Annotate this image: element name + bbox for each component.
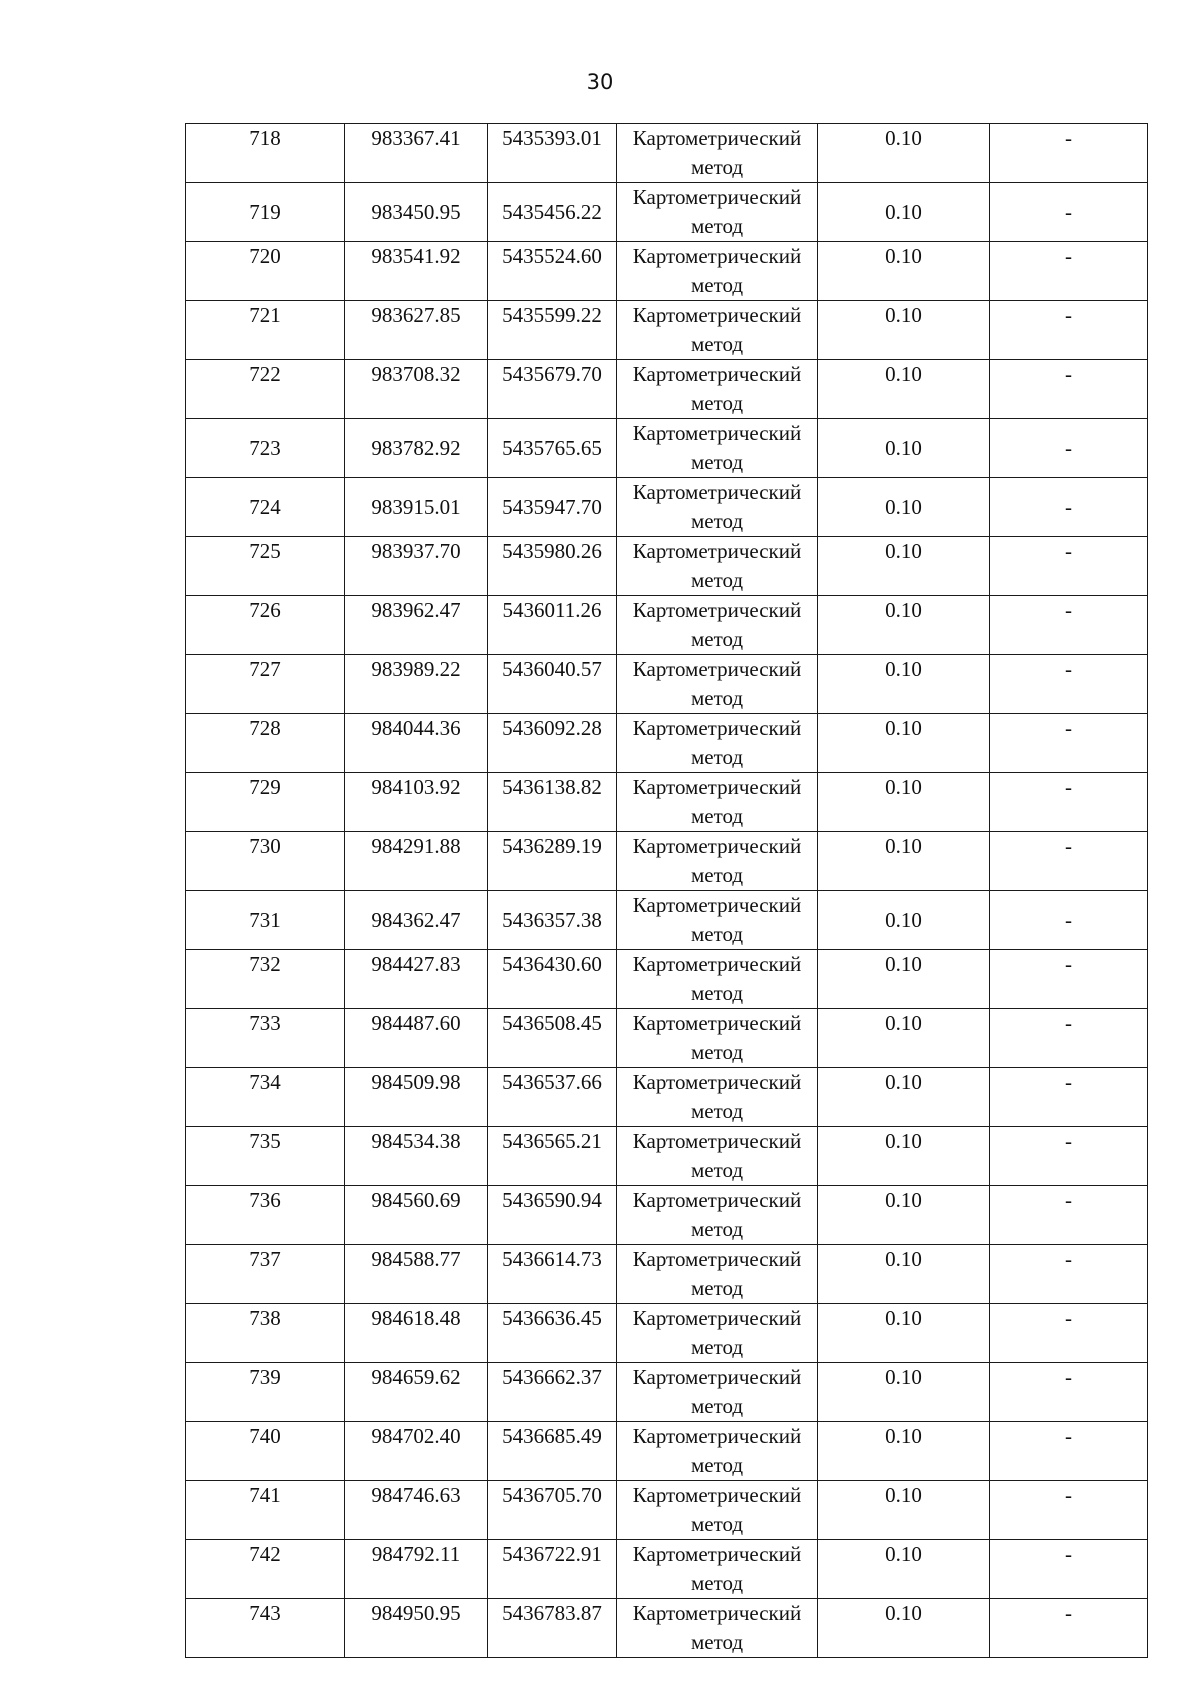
method-line-2: метод: [690, 332, 744, 356]
table-row: [186, 714, 1148, 773]
cell-accuracy: 0.10: [818, 596, 990, 655]
method-line-1: Картометрический: [632, 1188, 802, 1212]
cell-x-coordinate: 983989.22: [345, 655, 488, 714]
cell-accuracy: 0.10: [818, 1186, 990, 1245]
cell-accuracy: 0.10: [818, 714, 990, 773]
cell-method: [617, 1245, 818, 1304]
cell-method: [617, 1009, 818, 1068]
cell-accuracy: 0.10: [818, 773, 990, 832]
cell-x-coordinate: 984659.62: [345, 1363, 488, 1422]
method-line-2: метод: [690, 804, 744, 828]
table-row: [186, 1245, 1148, 1304]
method-line-2: метод: [690, 391, 744, 415]
cell-accuracy: 0.10: [818, 360, 990, 419]
cell-accuracy: 0.10: [818, 478, 990, 537]
method-line-1: Картометрический: [632, 1011, 802, 1035]
method-line-1: Картометрический: [632, 775, 802, 799]
table-row: [186, 1009, 1148, 1068]
cell-note: -: [990, 478, 1148, 537]
method-line-1: Картометрический: [632, 244, 802, 268]
cell-method: [617, 891, 818, 950]
cell-accuracy: 0.10: [818, 1599, 990, 1658]
cell-point-number: 737: [186, 1245, 345, 1304]
cell-y-coordinate: 5436508.45: [488, 1009, 617, 1068]
method-line-2: метод: [690, 1453, 744, 1477]
method-line-2: метод: [690, 1571, 744, 1595]
cell-point-number: 734: [186, 1068, 345, 1127]
cell-note: -: [990, 832, 1148, 891]
cell-note: -: [990, 124, 1148, 183]
table-body: [186, 124, 1148, 1658]
cell-note: -: [990, 1481, 1148, 1540]
cell-note: -: [990, 714, 1148, 773]
method-line-2: метод: [690, 450, 744, 474]
cell-x-coordinate: 984746.63: [345, 1481, 488, 1540]
method-line-2: метод: [690, 981, 744, 1005]
method-line-2: метод: [690, 863, 744, 887]
cell-accuracy: 0.10: [818, 242, 990, 301]
cell-accuracy: 0.10: [818, 419, 990, 478]
cell-y-coordinate: 5435599.22: [488, 301, 617, 360]
cell-point-number: 719: [186, 183, 345, 242]
cell-method: [617, 242, 818, 301]
cell-method: [617, 1363, 818, 1422]
cell-x-coordinate: 984560.69: [345, 1186, 488, 1245]
cell-y-coordinate: 5436722.91: [488, 1540, 617, 1599]
cell-method: [617, 478, 818, 537]
cell-note: -: [990, 773, 1148, 832]
method-line-1: Картометрический: [632, 952, 802, 976]
method-line-2: метод: [690, 1099, 744, 1123]
coordinates-table: [185, 123, 1148, 1658]
cell-y-coordinate: 5435456.22: [488, 183, 617, 242]
cell-x-coordinate: 984618.48: [345, 1304, 488, 1363]
method-line-1: Картометрический: [632, 598, 802, 622]
method-line-2: метод: [690, 273, 744, 297]
method-line-1: Картометрический: [632, 1247, 802, 1271]
table-row: [186, 655, 1148, 714]
method-line-2: метод: [690, 1630, 744, 1654]
cell-accuracy: 0.10: [818, 1127, 990, 1186]
cell-y-coordinate: 5435980.26: [488, 537, 617, 596]
cell-y-coordinate: 5436636.45: [488, 1304, 617, 1363]
cell-method: [617, 773, 818, 832]
cell-y-coordinate: 5436705.70: [488, 1481, 617, 1540]
table-row: [186, 419, 1148, 478]
cell-point-number: 743: [186, 1599, 345, 1658]
cell-note: -: [990, 419, 1148, 478]
method-line-2: метод: [690, 1158, 744, 1182]
cell-method: [617, 1127, 818, 1186]
table-row: [186, 360, 1148, 419]
cell-x-coordinate: 984702.40: [345, 1422, 488, 1481]
cell-x-coordinate: 984044.36: [345, 714, 488, 773]
cell-point-number: 724: [186, 478, 345, 537]
cell-note: -: [990, 596, 1148, 655]
cell-accuracy: 0.10: [818, 183, 990, 242]
cell-accuracy: 0.10: [818, 1245, 990, 1304]
cell-y-coordinate: 5436537.66: [488, 1068, 617, 1127]
table-row: [186, 773, 1148, 832]
cell-x-coordinate: 983627.85: [345, 301, 488, 360]
cell-x-coordinate: 983367.41: [345, 124, 488, 183]
cell-method: [617, 1186, 818, 1245]
cell-accuracy: 0.10: [818, 1363, 990, 1422]
cell-note: -: [990, 242, 1148, 301]
method-line-1: Картометрический: [632, 657, 802, 681]
cell-x-coordinate: 984362.47: [345, 891, 488, 950]
cell-method: [617, 950, 818, 1009]
cell-x-coordinate: 984950.95: [345, 1599, 488, 1658]
cell-method: [617, 832, 818, 891]
method-line-2: метод: [690, 1276, 744, 1300]
cell-method: [617, 1422, 818, 1481]
cell-y-coordinate: 5436685.49: [488, 1422, 617, 1481]
cell-y-coordinate: 5436614.73: [488, 1245, 617, 1304]
method-line-2: метод: [690, 1040, 744, 1064]
cell-note: -: [990, 1304, 1148, 1363]
table-row: [186, 596, 1148, 655]
cell-method: [617, 1304, 818, 1363]
table-row: [186, 1422, 1148, 1481]
cell-note: -: [990, 183, 1148, 242]
cell-point-number: 733: [186, 1009, 345, 1068]
table-row: [186, 1127, 1148, 1186]
table-row: [186, 537, 1148, 596]
cell-x-coordinate: 984588.77: [345, 1245, 488, 1304]
cell-y-coordinate: 5436783.87: [488, 1599, 617, 1658]
cell-method: [617, 1599, 818, 1658]
cell-method: [617, 360, 818, 419]
cell-x-coordinate: 983541.92: [345, 242, 488, 301]
method-line-2: метод: [690, 155, 744, 179]
cell-point-number: 723: [186, 419, 345, 478]
cell-accuracy: 0.10: [818, 1422, 990, 1481]
table-row: [186, 242, 1148, 301]
cell-method: [617, 714, 818, 773]
cell-point-number: 725: [186, 537, 345, 596]
cell-accuracy: 0.10: [818, 1481, 990, 1540]
cell-point-number: 742: [186, 1540, 345, 1599]
page-number: 30: [586, 70, 614, 94]
cell-method: [617, 537, 818, 596]
method-line-2: метод: [690, 1335, 744, 1359]
cell-y-coordinate: 5436011.26: [488, 596, 617, 655]
cell-note: -: [990, 655, 1148, 714]
cell-x-coordinate: 984792.11: [345, 1540, 488, 1599]
cell-point-number: 728: [186, 714, 345, 773]
cell-y-coordinate: 5436289.19: [488, 832, 617, 891]
cell-accuracy: 0.10: [818, 950, 990, 1009]
method-line-1: Картометрический: [632, 362, 802, 386]
cell-y-coordinate: 5436662.37: [488, 1363, 617, 1422]
cell-point-number: 726: [186, 596, 345, 655]
cell-note: -: [990, 301, 1148, 360]
table-row: [186, 832, 1148, 891]
cell-note: -: [990, 1540, 1148, 1599]
method-line-1: Картометрический: [632, 1070, 802, 1094]
cell-method: [617, 183, 818, 242]
cell-note: -: [990, 1068, 1148, 1127]
cell-point-number: 735: [186, 1127, 345, 1186]
cell-accuracy: 0.10: [818, 1068, 990, 1127]
cell-accuracy: 0.10: [818, 537, 990, 596]
cell-accuracy: 0.10: [818, 301, 990, 360]
table-row: [186, 1599, 1148, 1658]
cell-accuracy: 0.10: [818, 891, 990, 950]
method-line-2: метод: [690, 627, 744, 651]
cell-method: [617, 419, 818, 478]
method-line-1: Картометрический: [632, 303, 802, 327]
cell-y-coordinate: 5436092.28: [488, 714, 617, 773]
cell-x-coordinate: 984427.83: [345, 950, 488, 1009]
cell-method: [617, 655, 818, 714]
method-line-1: Картометрический: [632, 539, 802, 563]
cell-note: -: [990, 1127, 1148, 1186]
method-line-1: Картометрический: [632, 1129, 802, 1153]
method-line-1: Картометрический: [632, 1483, 802, 1507]
cell-point-number: 718: [186, 124, 345, 183]
table-row: [186, 183, 1148, 242]
cell-note: -: [990, 1009, 1148, 1068]
cell-method: [617, 1068, 818, 1127]
cell-note: -: [990, 1599, 1148, 1658]
cell-note: -: [990, 1422, 1148, 1481]
cell-accuracy: 0.10: [818, 655, 990, 714]
cell-method: [617, 124, 818, 183]
cell-y-coordinate: 5436565.21: [488, 1127, 617, 1186]
method-line-1: Картометрический: [632, 1542, 802, 1566]
cell-note: -: [990, 1186, 1148, 1245]
method-line-1: Картометрический: [632, 126, 802, 150]
cell-accuracy: 0.10: [818, 124, 990, 183]
cell-y-coordinate: 5435524.60: [488, 242, 617, 301]
table-row: [186, 1304, 1148, 1363]
cell-point-number: 732: [186, 950, 345, 1009]
cell-note: -: [990, 537, 1148, 596]
cell-point-number: 741: [186, 1481, 345, 1540]
cell-y-coordinate: 5436138.82: [488, 773, 617, 832]
method-line-2: метод: [690, 745, 744, 769]
cell-x-coordinate: 984103.92: [345, 773, 488, 832]
cell-y-coordinate: 5435947.70: [488, 478, 617, 537]
method-line-1: Картометрический: [632, 421, 802, 445]
cell-x-coordinate: 984534.38: [345, 1127, 488, 1186]
table-row: [186, 124, 1148, 183]
cell-method: [617, 596, 818, 655]
cell-x-coordinate: 983937.70: [345, 537, 488, 596]
cell-accuracy: 0.10: [818, 1009, 990, 1068]
method-line-2: метод: [690, 1394, 744, 1418]
table-row: [186, 1540, 1148, 1599]
cell-point-number: 727: [186, 655, 345, 714]
cell-x-coordinate: 983782.92: [345, 419, 488, 478]
cell-x-coordinate: 984487.60: [345, 1009, 488, 1068]
table-row: [186, 1068, 1148, 1127]
method-line-2: метод: [690, 214, 744, 238]
cell-y-coordinate: 5436430.60: [488, 950, 617, 1009]
method-line-1: Картометрический: [632, 185, 802, 209]
cell-x-coordinate: 983450.95: [345, 183, 488, 242]
method-line-2: метод: [690, 509, 744, 533]
cell-point-number: 730: [186, 832, 345, 891]
cell-x-coordinate: 983915.01: [345, 478, 488, 537]
method-line-1: Картометрический: [632, 716, 802, 740]
table-row: [186, 1481, 1148, 1540]
method-line-2: метод: [690, 1217, 744, 1241]
method-line-1: Картометрический: [632, 893, 802, 917]
cell-note: -: [990, 1363, 1148, 1422]
cell-point-number: 731: [186, 891, 345, 950]
cell-accuracy: 0.10: [818, 832, 990, 891]
cell-y-coordinate: 5436040.57: [488, 655, 617, 714]
table-row: [186, 301, 1148, 360]
method-line-2: метод: [690, 686, 744, 710]
cell-point-number: 722: [186, 360, 345, 419]
method-line-1: Картометрический: [632, 834, 802, 858]
cell-point-number: 721: [186, 301, 345, 360]
method-line-1: Картометрический: [632, 480, 802, 504]
cell-note: -: [990, 360, 1148, 419]
method-line-2: метод: [690, 922, 744, 946]
cell-y-coordinate: 5435765.65: [488, 419, 617, 478]
cell-note: -: [990, 1245, 1148, 1304]
method-line-2: метод: [690, 1512, 744, 1536]
table-row: [186, 1186, 1148, 1245]
method-line-1: Картометрический: [632, 1365, 802, 1389]
cell-accuracy: 0.10: [818, 1304, 990, 1363]
method-line-1: Картометрический: [632, 1306, 802, 1330]
cell-point-number: 720: [186, 242, 345, 301]
cell-x-coordinate: 983962.47: [345, 596, 488, 655]
cell-y-coordinate: 5435393.01: [488, 124, 617, 183]
cell-x-coordinate: 984509.98: [345, 1068, 488, 1127]
cell-y-coordinate: 5435679.70: [488, 360, 617, 419]
table-row: [186, 950, 1148, 1009]
cell-point-number: 736: [186, 1186, 345, 1245]
method-line-1: Картометрический: [632, 1424, 802, 1448]
cell-method: [617, 1481, 818, 1540]
cell-method: [617, 301, 818, 360]
method-line-2: метод: [690, 568, 744, 592]
table-row: [186, 891, 1148, 950]
cell-accuracy: 0.10: [818, 1540, 990, 1599]
cell-y-coordinate: 5436357.38: [488, 891, 617, 950]
cell-point-number: 740: [186, 1422, 345, 1481]
cell-point-number: 739: [186, 1363, 345, 1422]
cell-point-number: 729: [186, 773, 345, 832]
cell-y-coordinate: 5436590.94: [488, 1186, 617, 1245]
cell-note: -: [990, 891, 1148, 950]
cell-method: [617, 1540, 818, 1599]
cell-point-number: 738: [186, 1304, 345, 1363]
table-row: [186, 1363, 1148, 1422]
method-line-1: Картометрический: [632, 1601, 802, 1625]
cell-note: -: [990, 950, 1148, 1009]
table-row: [186, 478, 1148, 537]
cell-x-coordinate: 984291.88: [345, 832, 488, 891]
cell-x-coordinate: 983708.32: [345, 360, 488, 419]
